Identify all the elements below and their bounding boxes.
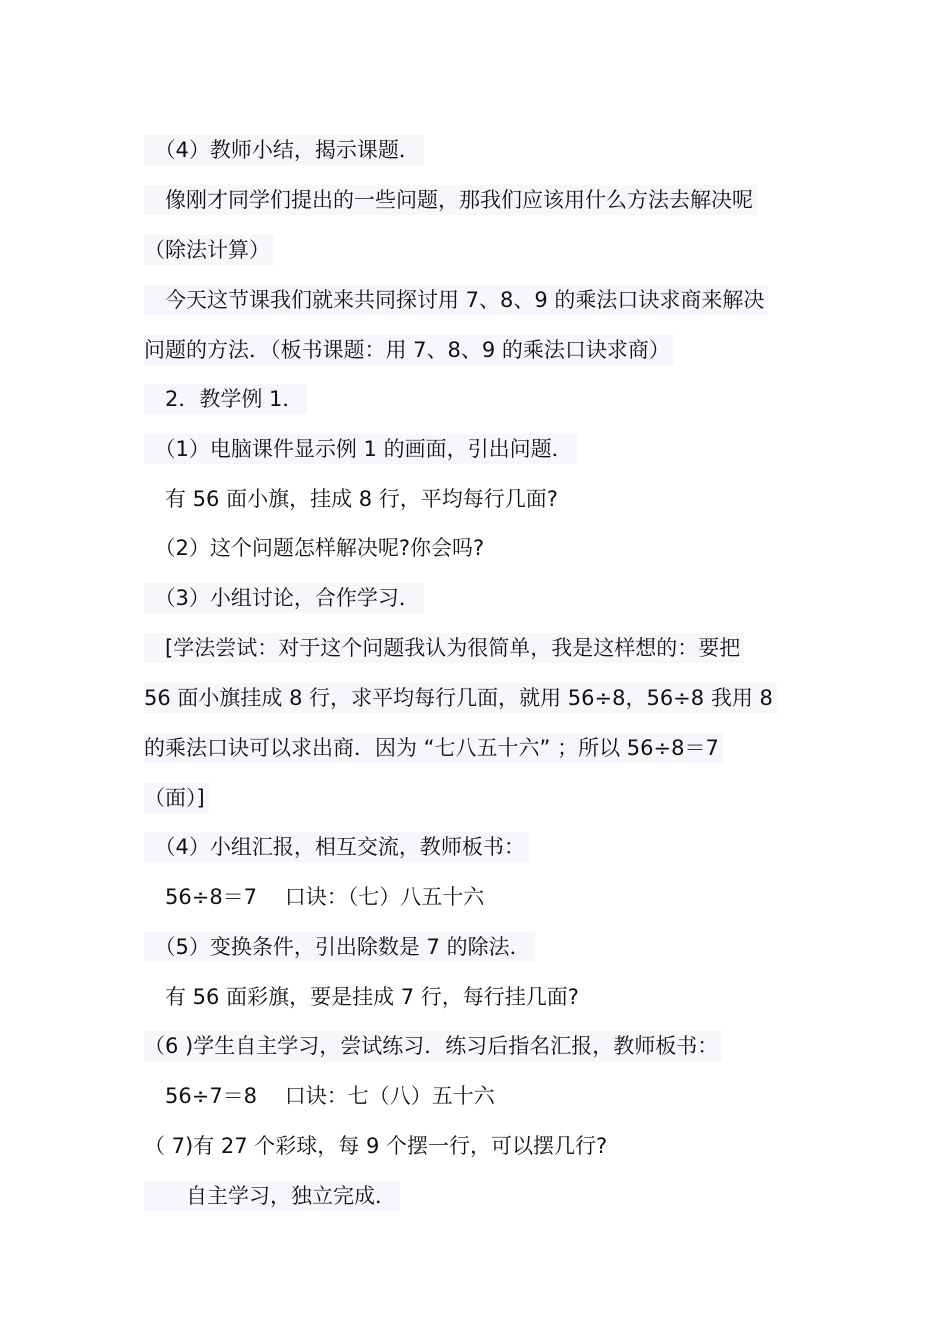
- text-line: 像刚才同学们提出的一些问题，那我们应该用什么方法去解决呢: [144, 185, 757, 215]
- text-line: 的乘法口诀可以求出商．因为 “七八五十六” ；所以 56÷8＝7: [144, 733, 723, 763]
- text-line: 今天这节课我们就来共同探讨用 7、8、9 的乘法口诀求商来解决: [144, 285, 768, 315]
- text-line: （2）这个问题怎样解决呢?你会吗?: [144, 536, 485, 560]
- text-line: （3）小组讨论，合作学习．: [144, 583, 424, 613]
- text-line: （4）小组汇报，相互交流，教师板书：: [144, 832, 529, 862]
- text-line: 自主学习，独立完成．: [144, 1181, 400, 1211]
- text-line: 56 面小旗挂成 8 行，求平均每行几面，就用 56÷8，56÷8 我用 8: [144, 683, 777, 713]
- text-line: 56÷7＝8 口诀：七（八）五十六: [144, 1084, 495, 1108]
- text-line: 2．教学例 1．: [144, 384, 307, 414]
- text-line: [学法尝试：对于这个问题我认为很简单，我是这样想的：要把: [144, 633, 744, 663]
- text-line: （1）电脑课件显示例 1 的画面，引出问题．: [144, 434, 577, 464]
- text-line: （5）变换条件，引出除数是 7 的除法．: [144, 932, 535, 962]
- text-line: 56÷8＝7 口诀：（七）八五十六: [144, 885, 485, 909]
- text-line: 有 56 面彩旗，要是挂成 7 行，每行挂几面?: [144, 985, 579, 1009]
- text-line: （6 )学生自主学习，尝试练习．练习后指名汇报，教师板书：: [144, 1031, 722, 1061]
- text-line: （4）教师小结，揭示课题．: [144, 135, 424, 165]
- text-line: 问题的方法．（板书课题：用 7、8、9 的乘法口诀求商）: [144, 335, 674, 365]
- text-line: （面）]: [144, 783, 209, 813]
- text-line: （ 7)有 27 个彩球，每 9 个摆一行，可以摆几行?: [144, 1134, 608, 1158]
- text-line: （除法计算）: [144, 235, 274, 265]
- text-line: 有 56 面小旗，挂成 8 行，平均每行几面?: [144, 487, 558, 511]
